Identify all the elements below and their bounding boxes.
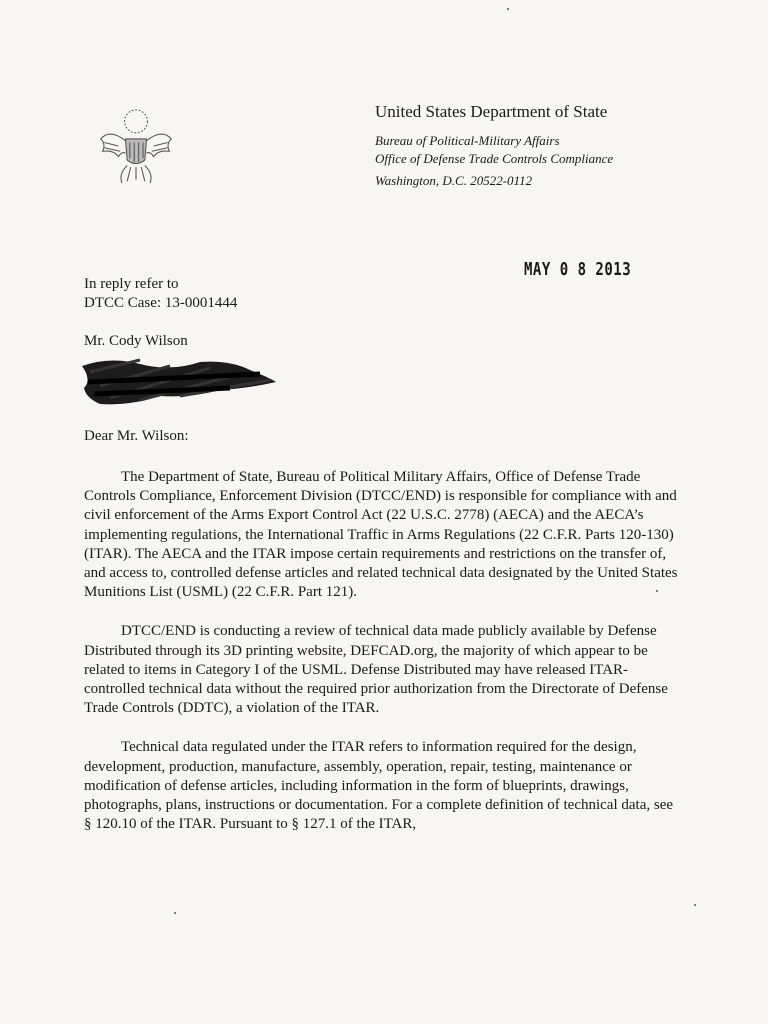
scan-speck	[507, 8, 509, 10]
department-of-state-seal-icon	[92, 102, 180, 190]
letter-body	[84, 468, 684, 854]
office-address: Washington, D.C. 20522-0112	[375, 173, 533, 188]
reference-block	[84, 275, 237, 313]
department-name: United States Department of State	[375, 102, 608, 121]
date-stamp: MAY 0 8 2013	[524, 260, 632, 280]
body-paragraph: Technical data regulated under the ITAR refers to information required for the design, development, production, manufacture, assembly, operation, repair, testing, maintenance or modification of defense articles, including information in the form of blueprints, drawings, photographs, plans, instructions or documentation. For a complete definition of technical data, see § 120.10 of the ITAR. Pursuant to § 127.1 of the ITAR,	[84, 739, 674, 833]
reference-line: In reply refer to	[84, 276, 179, 292]
redacted-address	[80, 352, 280, 412]
salutation: Dear Mr. Wilson:	[84, 428, 189, 444]
body-paragraph: The Department of State, Bureau of Political Military Affairs, Office of Defense Trade Controls Compliance, Enforcement Division (DTCC/END) is responsible for compliance with and civil enforcement of the Arms Export Control Act (22 U.S.C. 2778) (AECA) and the AECA’s implementing regulations, the International Traffic in Arms Regulations (22 C.F.R. Parts 120-130) (ITAR). The AECA and the ITAR impose certain requirements and restrictions on the transfer of, and access to, controlled defense articles and related technical data designated by the United States Munitions List (USML) (22 C.F.R. Part 121).	[84, 469, 678, 601]
scan-speck	[656, 590, 658, 592]
body-paragraph: DTCC/END is conducting a review of technical data made publicly available by Defense Distributed through its 3D printing website, DEFCAD.org, the majority of which appear to be related to items in Category I of the USML. Defense Distributed may have released ITAR-controlled technical data without the required prior authorization from the Directorate of Defense Trade Controls (DDTC), a violation of the ITAR.	[84, 623, 668, 717]
case-number: DTCC Case: 13-0001444	[84, 295, 238, 311]
scan-speck	[174, 912, 176, 914]
bureau-name: Bureau of Political-Military Affairs	[375, 133, 560, 148]
scan-speck	[694, 904, 696, 906]
letterhead	[375, 102, 613, 190]
office-name: Office of Defense Trade Controls Compliance	[375, 151, 614, 166]
recipient-name: Mr. Cody Wilson	[84, 333, 188, 349]
